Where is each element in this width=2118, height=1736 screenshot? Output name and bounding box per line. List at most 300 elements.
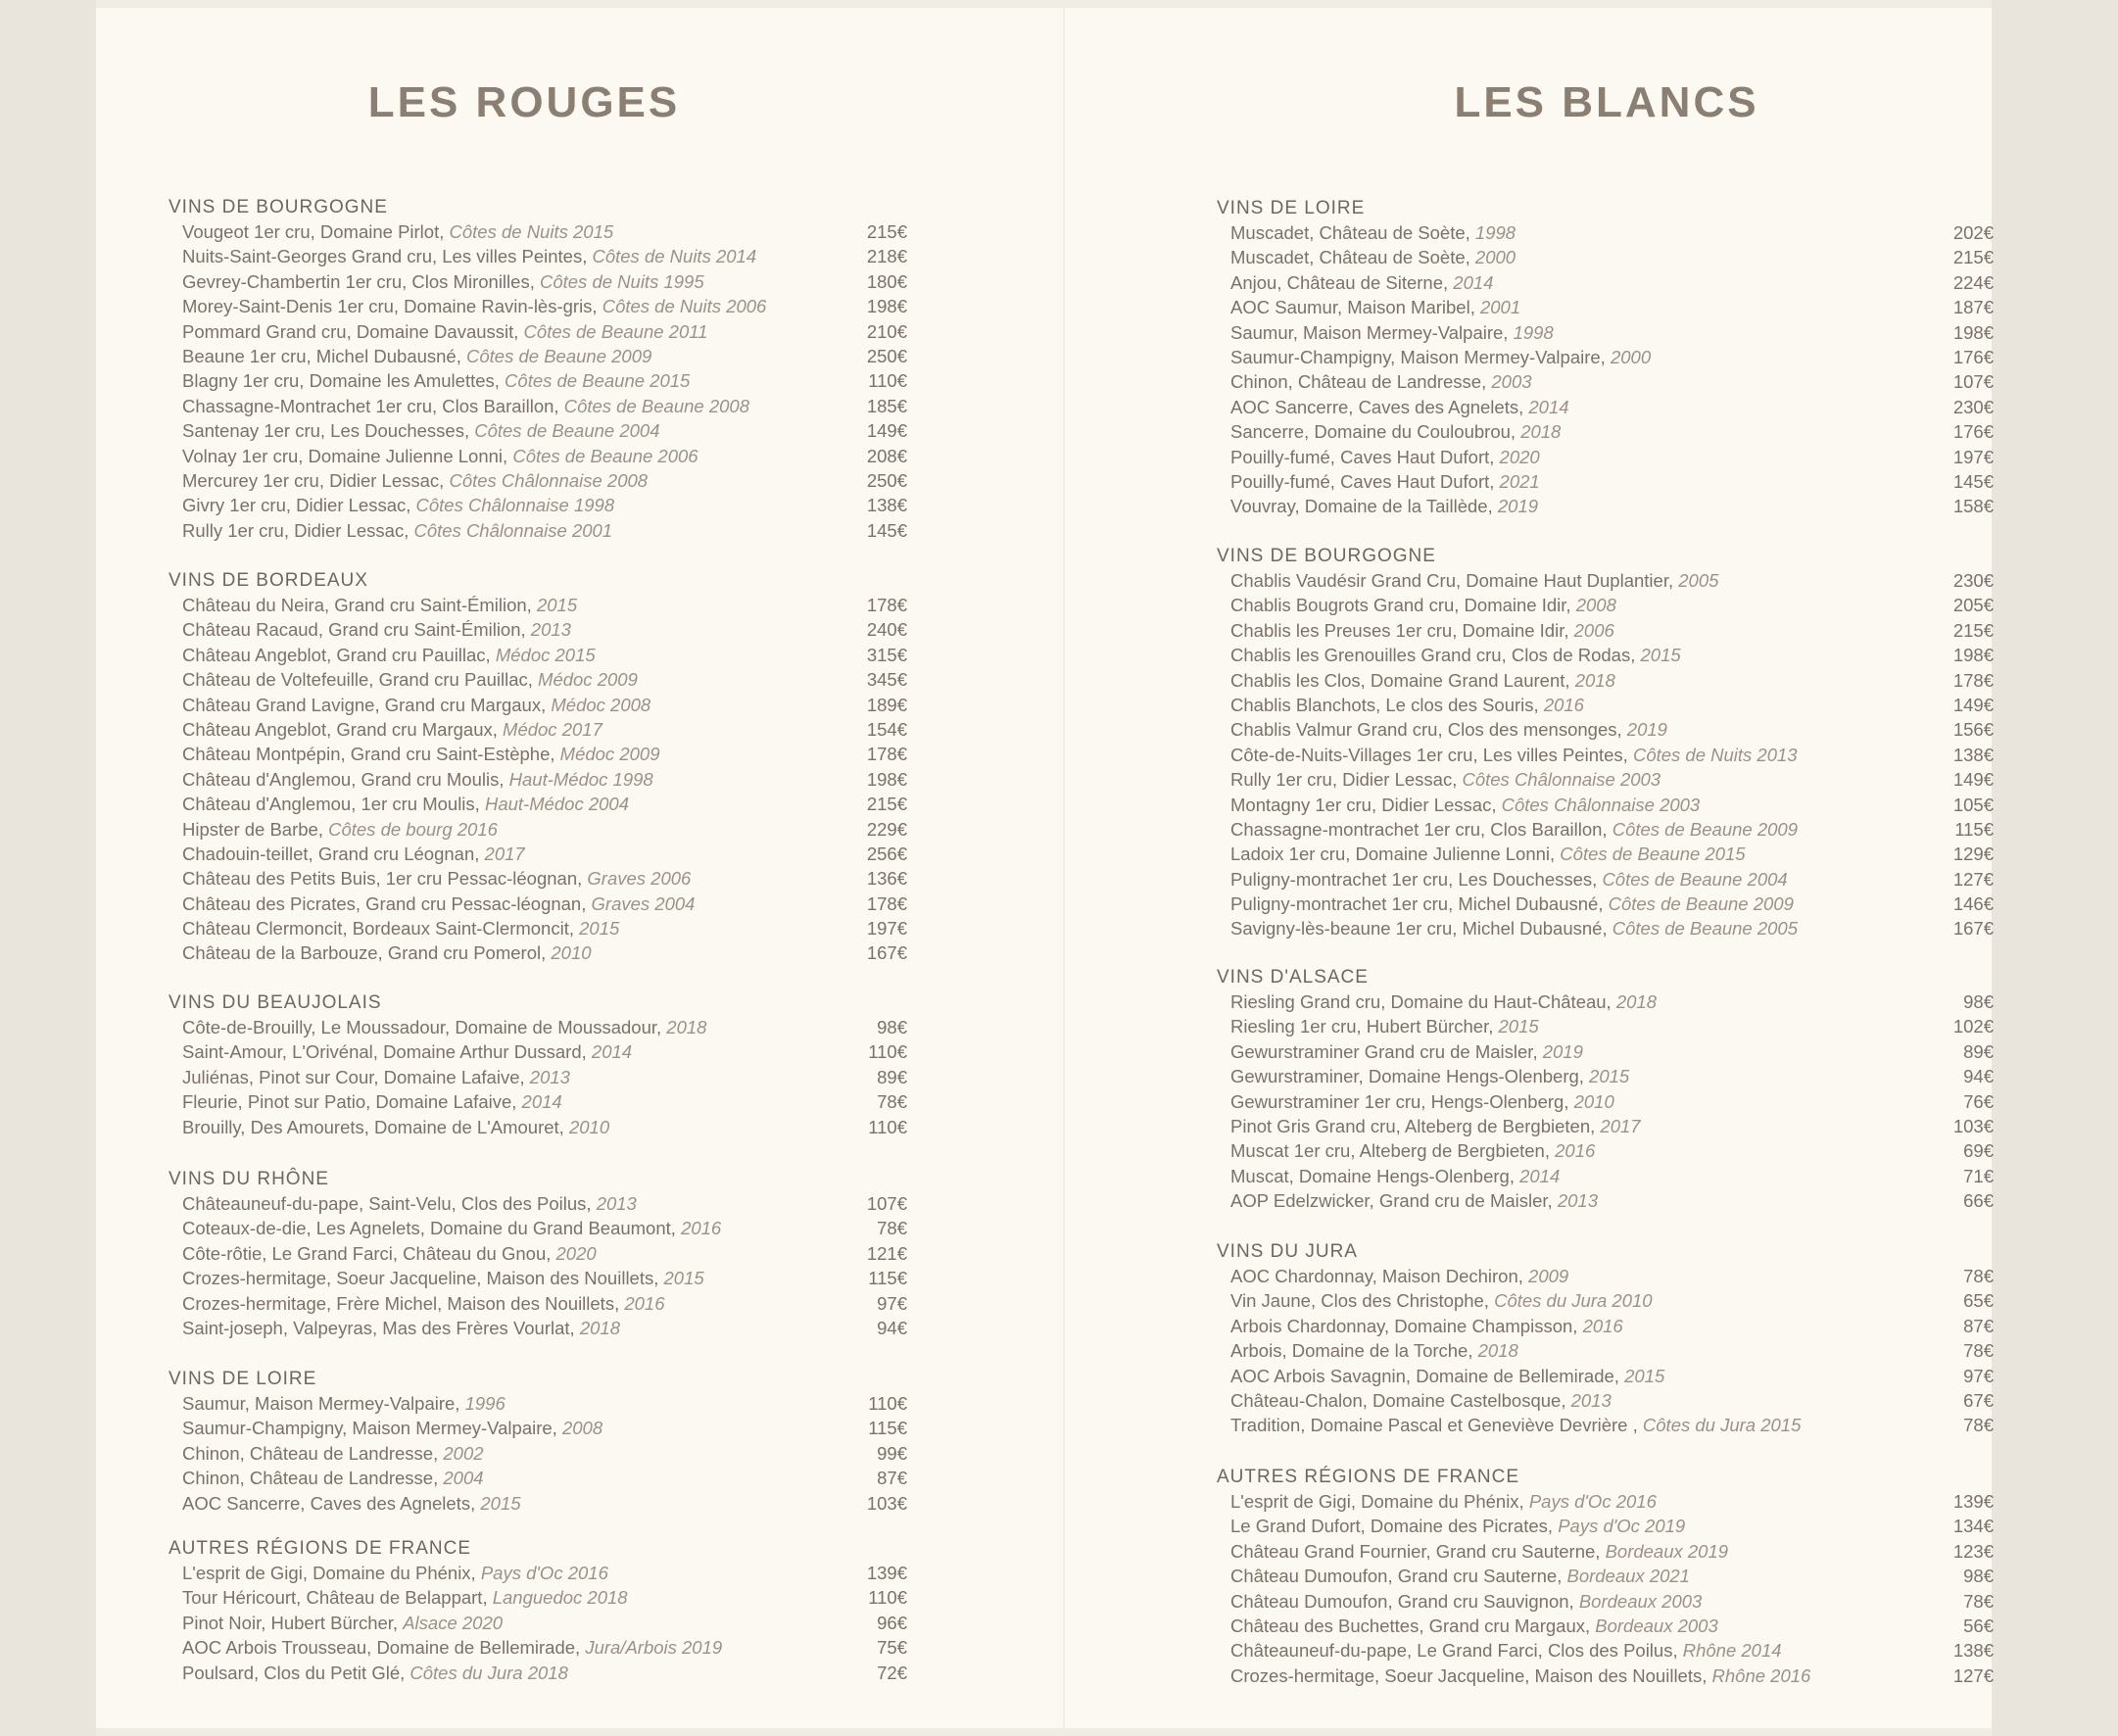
wine-region-vintage: Bordeaux 2003 bbox=[1595, 1615, 1718, 1636]
wine-price: 202€ bbox=[1952, 222, 1994, 243]
section-vins-du-rhone bbox=[167, 1167, 907, 1340]
wine-name: Anjou, Château de Siterne, bbox=[1230, 271, 1449, 293]
wine-name: Château de la Barbouze, Grand cru Pomerol, bbox=[182, 942, 547, 964]
wine-entry bbox=[167, 1065, 907, 1089]
wine-region-vintage: 2005 bbox=[1678, 570, 1719, 591]
wine-entry bbox=[1215, 1413, 1994, 1437]
wine-name: Chablis les Preuses 1er cru, Domaine Idir, bbox=[1230, 619, 1569, 641]
wine-entry bbox=[167, 344, 907, 368]
wine-price: 189€ bbox=[866, 694, 907, 715]
wine-name: Gewurstraminer Grand cru de Maisler, bbox=[1230, 1040, 1538, 1062]
wine-name: Pinot Gris Grand cru, Alteberg de Bergbieten, bbox=[1230, 1115, 1596, 1136]
wine-name: Château Dumoufon, Grand cru Sauvignon, bbox=[1230, 1590, 1574, 1612]
wine-entry bbox=[1215, 668, 1994, 693]
wine-price: 138€ bbox=[1952, 744, 1994, 765]
wine-entry bbox=[167, 1416, 907, 1440]
wine-price: 107€ bbox=[1952, 371, 1994, 393]
wine-entry bbox=[1215, 767, 1994, 792]
wine-region-vintage: 2000 bbox=[1474, 247, 1516, 268]
wine-price: 98€ bbox=[1963, 991, 1994, 1012]
wine-name: Coteaux-de-die, Les Agnelets, Domaine du Grand Beaumont, bbox=[182, 1218, 676, 1239]
wine-price: 65€ bbox=[1963, 1290, 1994, 1312]
section-vins-d-alsace bbox=[1215, 965, 1994, 1214]
section-title: VINS DE BOURGOGNE bbox=[168, 197, 388, 217]
wine-price: 187€ bbox=[1952, 297, 1994, 318]
wine-name: Blagny 1er cru, Domaine les Amulettes, bbox=[182, 370, 500, 392]
wine-region-vintage: Côtes de Beaune 2011 bbox=[523, 320, 708, 342]
wine-price: 75€ bbox=[877, 1637, 907, 1659]
wine-entry bbox=[167, 444, 907, 468]
wine-entry bbox=[1215, 1489, 1994, 1514]
wine-region-vintage: 2001 bbox=[1479, 297, 1521, 318]
wine-region-vintage: Côtes Châlonnaise 2003 bbox=[1501, 794, 1701, 815]
wine-name: Rully 1er cru, Didier Lessac, bbox=[1230, 769, 1458, 791]
wine-region-vintage: Côtes du Jura 2018 bbox=[409, 1662, 568, 1683]
wine-name: Ladoix 1er cru, Domaine Julienne Lonni, bbox=[1230, 844, 1556, 865]
wine-region-vintage: 2010 bbox=[551, 942, 592, 964]
wine-region-vintage: 2018 bbox=[1574, 669, 1615, 691]
wine-entry bbox=[167, 1115, 907, 1139]
wine-entry bbox=[1215, 445, 1994, 469]
wine-region-vintage: 2006 bbox=[1573, 619, 1614, 641]
wine-name: Pouilly-fumé, Caves Haut Dufort, bbox=[1230, 470, 1495, 492]
wine-region-vintage: 2013 bbox=[1570, 1389, 1612, 1411]
wine-name: AOC Saumur, Maison Maribel, bbox=[1230, 297, 1475, 318]
wine-price: 66€ bbox=[1963, 1190, 1994, 1212]
wine-price: 78€ bbox=[877, 1218, 907, 1239]
wine-region-vintage: 2021 bbox=[1499, 470, 1540, 492]
wine-entry bbox=[167, 1089, 907, 1114]
wine-name: Saint-joseph, Valpeyras, Mas des Frères Vourlat, bbox=[182, 1317, 575, 1338]
wine-region-vintage: Bordeaux 2003 bbox=[1578, 1590, 1703, 1612]
wine-price: 167€ bbox=[1952, 918, 1994, 940]
wine-name: Château-Chalon, Domaine Castelbosque, bbox=[1230, 1389, 1566, 1411]
wine-region-vintage: Haut-Médoc 1998 bbox=[508, 768, 653, 790]
wine-entry bbox=[1215, 568, 1994, 593]
wine-name: Château Angeblot, Grand cru Pauillac, bbox=[182, 644, 491, 665]
wine-region-vintage: Côtes de Beaune 2008 bbox=[563, 395, 749, 416]
wine-region-vintage: 2016 bbox=[1582, 1315, 1623, 1336]
wine-name: AOC Sancerre, Caves des Agnelets, bbox=[1230, 396, 1524, 417]
wine-entry bbox=[1215, 1014, 1994, 1038]
wine-price: 215€ bbox=[1952, 619, 1994, 641]
wine-price: 158€ bbox=[1952, 496, 1994, 517]
wine-name: Riesling 1er cru, Hubert Bürcher, bbox=[1230, 1016, 1494, 1037]
wine-name: Brouilly, Des Amourets, Domaine de L'Amouret, bbox=[182, 1116, 564, 1137]
wine-name: Muscadet, Château de Soète, bbox=[1230, 247, 1470, 268]
wine-entry bbox=[1215, 1514, 1994, 1538]
wine-entry bbox=[167, 244, 907, 268]
wine-entry bbox=[167, 269, 907, 294]
wine-entry bbox=[167, 1466, 907, 1490]
wine-price: 178€ bbox=[866, 595, 907, 615]
wine-price: 250€ bbox=[866, 469, 907, 491]
wine-entry bbox=[167, 792, 907, 816]
section-vins-de-bourgogne bbox=[1215, 544, 1994, 941]
wine-price: 97€ bbox=[877, 1292, 907, 1314]
wine-price: 210€ bbox=[866, 320, 907, 342]
wine-entry bbox=[1215, 1338, 1994, 1363]
wine-price: 69€ bbox=[1963, 1140, 1994, 1162]
wine-region-vintage: Côtes de Beaune 2005 bbox=[1612, 918, 1799, 940]
wine-name: Tradition, Domaine Pascal et Geneviève Devrière , bbox=[1230, 1415, 1638, 1436]
wine-entry bbox=[167, 319, 907, 344]
wine-region-vintage: 2020 bbox=[555, 1242, 597, 1264]
wine-price: 105€ bbox=[1952, 794, 1994, 815]
wine-price: 123€ bbox=[1952, 1540, 1994, 1562]
wine-entry bbox=[167, 940, 907, 965]
wine-entry bbox=[167, 493, 907, 517]
wine-entry bbox=[1215, 1614, 1994, 1638]
wine-name: Rully 1er cru, Didier Lessac, bbox=[182, 519, 409, 541]
wine-price: 145€ bbox=[866, 519, 907, 541]
wine-name: Pouilly-fumé, Caves Haut Dufort, bbox=[1230, 446, 1495, 467]
wine-region-vintage: Médoc 2015 bbox=[495, 644, 596, 665]
wine-region-vintage: 2015 bbox=[536, 595, 578, 615]
wine-name: AOC Arbois Savagnin, Domaine de Bellemirade, bbox=[1230, 1365, 1619, 1386]
wine-name: Vouvray, Domaine de la Taillède, bbox=[1230, 496, 1493, 517]
wine-region-vintage: 2014 bbox=[1453, 271, 1494, 293]
wine-region-vintage: 2008 bbox=[1575, 595, 1616, 616]
wine-region-vintage: Médoc 2017 bbox=[503, 718, 602, 740]
wine-region-vintage: 1998 bbox=[1513, 321, 1554, 343]
wine-price: 98€ bbox=[1963, 1566, 1994, 1587]
wine-region-vintage: 2000 bbox=[1610, 346, 1652, 367]
wine-name: Château du Neira, Grand cru Saint-Émilion, bbox=[182, 595, 532, 615]
wine-price: 138€ bbox=[866, 495, 907, 516]
wine-entry bbox=[1215, 1288, 1994, 1313]
wine-price: 218€ bbox=[866, 246, 907, 267]
wine-price: 208€ bbox=[866, 445, 907, 466]
wine-region-vintage: 2015 bbox=[1589, 1066, 1630, 1087]
wine-price: 78€ bbox=[1963, 1266, 1994, 1286]
wine-entry bbox=[1215, 743, 1994, 767]
wine-region-vintage: Haut-Médoc 2004 bbox=[484, 794, 630, 815]
section-title: VINS DE BORDEAUX bbox=[168, 570, 368, 591]
wine-price: 96€ bbox=[877, 1612, 907, 1633]
wine-price: 256€ bbox=[866, 843, 907, 864]
wine-name: Hipster de Barbe, bbox=[182, 818, 323, 840]
wine-name: Puligny-montrachet 1er cru, Michel Dubausné, bbox=[1230, 893, 1604, 915]
wine-entry bbox=[167, 1291, 907, 1316]
wine-name: Château Angeblot, Grand cru Margaux, bbox=[182, 718, 498, 740]
wine-price: 78€ bbox=[877, 1091, 907, 1113]
wine-name: Chadouin-teillet, Grand cru Léognan, bbox=[182, 843, 480, 864]
wine-entry bbox=[167, 1635, 907, 1660]
wine-entry bbox=[167, 1661, 907, 1685]
wine-region-vintage: 2015 bbox=[663, 1268, 704, 1289]
wine-region-vintage: 2017 bbox=[1600, 1115, 1641, 1136]
wine-region-vintage: 2018 bbox=[579, 1317, 620, 1338]
wine-name: Mercurey 1er cru, Didier Lessac, bbox=[182, 469, 445, 491]
wine-entry bbox=[1215, 842, 1994, 866]
wine-entry bbox=[1215, 1064, 1994, 1088]
section-vins-du-beaujolais bbox=[167, 990, 907, 1139]
wine-name: Volnay 1er cru, Domaine Julienne Lonni, bbox=[182, 445, 508, 466]
wine-name: Pommard Grand cru, Domaine Davaussit, bbox=[182, 320, 519, 342]
section-title: AUTRES RÉGIONS DE FRANCE bbox=[1217, 1467, 1520, 1487]
wine-region-vintage: 2018 bbox=[666, 1017, 707, 1037]
wine-entry bbox=[167, 1241, 907, 1266]
wine-entry bbox=[1215, 1264, 1994, 1288]
wine-region-vintage: 2015 bbox=[1624, 1365, 1665, 1386]
wine-price: 185€ bbox=[866, 395, 907, 416]
wine-region-vintage: Côtes de Beaune 2015 bbox=[1560, 844, 1746, 865]
wine-name: Tour Héricourt, Château de Belappart, bbox=[182, 1587, 488, 1609]
wine-region-vintage: Côtes Châlonnaise 2008 bbox=[449, 469, 649, 491]
wine-entry bbox=[167, 468, 907, 493]
wine-price: 110€ bbox=[868, 370, 907, 392]
wine-price: 121€ bbox=[866, 1242, 907, 1264]
wine-entry bbox=[1215, 1564, 1994, 1588]
wine-name: Montagny 1er cru, Didier Lessac, bbox=[1230, 794, 1497, 815]
wine-name: Chablis Bougrots Grand cru, Domaine Idir, bbox=[1230, 595, 1571, 616]
wine-price: 146€ bbox=[1952, 893, 1994, 915]
wine-region-vintage: 2013 bbox=[529, 1066, 570, 1087]
wine-region-vintage: Graves 2006 bbox=[587, 868, 692, 890]
wine-name: Château des Picrates, Grand cru Pessac-léognan, bbox=[182, 892, 587, 914]
wine-entry bbox=[1215, 1114, 1994, 1138]
wine-price: 197€ bbox=[866, 918, 907, 940]
wine-region-vintage: 2014 bbox=[1528, 396, 1569, 417]
wine-price: 103€ bbox=[866, 1492, 907, 1514]
wine-region-vintage: Côtes du Jura 2015 bbox=[1642, 1415, 1802, 1436]
wine-price: 134€ bbox=[1952, 1516, 1994, 1537]
wine-region-vintage: Côtes de Beaune 2004 bbox=[474, 420, 660, 442]
wine-entry bbox=[167, 617, 907, 642]
wine-region-vintage: Médoc 2008 bbox=[551, 694, 651, 715]
wine-name: Saumur, Maison Mermey-Valpaire, bbox=[182, 1393, 460, 1414]
wine-entry bbox=[1215, 395, 1994, 419]
wine-region-vintage: Rhône 2016 bbox=[1711, 1664, 1811, 1686]
wine-price: 178€ bbox=[866, 744, 907, 765]
wine-entry bbox=[167, 842, 907, 866]
wine-entry bbox=[167, 1441, 907, 1466]
wine-price: 129€ bbox=[1952, 844, 1994, 865]
wine-entry bbox=[167, 368, 907, 393]
wine-region-vintage: 2008 bbox=[561, 1418, 603, 1439]
wine-region-vintage: 2018 bbox=[1477, 1340, 1518, 1362]
wine-entry bbox=[167, 1266, 907, 1290]
wine-region-vintage: 2010 bbox=[1573, 1090, 1614, 1112]
wine-name: Château Dumoufon, Grand cru Sauterne, bbox=[1230, 1566, 1563, 1587]
wine-region-vintage: Rhône 2014 bbox=[1682, 1640, 1782, 1662]
wine-entry bbox=[1215, 817, 1994, 842]
wine-name: Château Racaud, Grand cru Saint-Émilion, bbox=[182, 619, 526, 641]
wine-name: Saumur-Champigny, Maison Mermey-Valpaire, bbox=[182, 1418, 557, 1439]
wine-region-vintage: Côtes de Nuits 2014 bbox=[592, 246, 757, 267]
wine-entry bbox=[167, 742, 907, 766]
wine-price: 127€ bbox=[1952, 868, 1994, 890]
wine-price: 229€ bbox=[866, 818, 907, 840]
wine-name: Gewurstraminer, Domaine Hengs-Olenberg, bbox=[1230, 1066, 1584, 1087]
wine-name: Chinon, Château de Landresse, bbox=[182, 1442, 439, 1464]
wine-entry bbox=[167, 593, 907, 617]
wine-name: Muscadet, Château de Soète, bbox=[1230, 222, 1470, 243]
wine-entry bbox=[1215, 1539, 1994, 1564]
wine-region-vintage: Médoc 2009 bbox=[559, 744, 660, 765]
wine-price: 197€ bbox=[1952, 446, 1994, 467]
wine-name: Château Montpépin, Grand cru Saint-Estèphe, bbox=[182, 744, 555, 765]
wine-region-vintage: 2015 bbox=[1498, 1016, 1539, 1037]
section-autres-regions-de-france bbox=[167, 1536, 907, 1685]
wine-name: Sancerre, Domaine du Couloubrou, bbox=[1230, 421, 1516, 443]
wine-name: Châteauneuf-du-pape, Le Grand Farci, Clos des Poilus, bbox=[1230, 1640, 1678, 1662]
wine-entry bbox=[1215, 892, 1994, 916]
wine-region-vintage: Côtes de Nuits 2013 bbox=[1632, 744, 1798, 765]
wine-name: Saint-Amour, L'Orivénal, Domaine Arthur Dussard, bbox=[182, 1041, 587, 1063]
wine-name: Muscat 1er cru, Alteberg de Bergbieten, bbox=[1230, 1140, 1550, 1162]
wine-name: Muscat, Domaine Hengs-Olenberg, bbox=[1230, 1165, 1515, 1186]
section-title: AUTRES RÉGIONS DE FRANCE bbox=[168, 1538, 472, 1559]
wine-region-vintage: 2015 bbox=[480, 1492, 521, 1514]
wine-region-vintage: Pays d'Oc 2016 bbox=[1528, 1491, 1657, 1512]
wine-entry bbox=[1215, 295, 1994, 319]
wine-price: 240€ bbox=[866, 619, 907, 641]
wine-name: Côte-rôtie, Le Grand Farci, Château du Gnou, bbox=[182, 1242, 552, 1264]
wine-entry bbox=[167, 892, 907, 916]
wine-price: 98€ bbox=[877, 1017, 907, 1037]
wine-entry bbox=[167, 1561, 907, 1585]
wine-region-vintage: 2002 bbox=[443, 1442, 484, 1464]
wine-price: 224€ bbox=[1952, 271, 1994, 293]
wine-price: 76€ bbox=[1963, 1090, 1994, 1112]
section-vins-de-bordeaux bbox=[167, 568, 907, 966]
wine-name: Puligny-montrachet 1er cru, Les Douchesses, bbox=[1230, 868, 1598, 890]
wine-name: Gewurstraminer 1er cru, Hengs-Olenberg, bbox=[1230, 1090, 1569, 1112]
wine-price: 154€ bbox=[866, 718, 907, 740]
wine-price: 67€ bbox=[1963, 1389, 1994, 1411]
section-title: VINS DE LOIRE bbox=[168, 1369, 317, 1389]
wine-name: Chassagne-montrachet 1er cru, Clos Baraillon, bbox=[1230, 818, 1608, 840]
wine-name: Morey-Saint-Denis 1er cru, Domaine Ravin-lès-gris, bbox=[182, 296, 598, 317]
wine-name: Poulsard, Clos du Petit Glé, bbox=[182, 1662, 406, 1683]
section-title: VINS DU JURA bbox=[1217, 1241, 1358, 1262]
wine-region-vintage: 1996 bbox=[464, 1393, 505, 1414]
wine-region-vintage: 2016 bbox=[1543, 694, 1584, 715]
wine-price: 215€ bbox=[866, 221, 907, 242]
wine-entry bbox=[167, 1585, 907, 1610]
page-fold bbox=[1063, 8, 1065, 1728]
wine-name: Arbois, Domaine de la Torche, bbox=[1230, 1340, 1473, 1362]
wine-region-vintage: 1998 bbox=[1474, 222, 1516, 243]
wine-name: Beaune 1er cru, Michel Dubausné, bbox=[182, 345, 461, 366]
section-vins-de-loire bbox=[167, 1367, 907, 1516]
wine-price: 94€ bbox=[1963, 1066, 1994, 1087]
wine-price: 110€ bbox=[868, 1587, 907, 1609]
wine-entry bbox=[167, 1316, 907, 1340]
wine-price: 138€ bbox=[1952, 1640, 1994, 1662]
wine-region-vintage: Pays d'Oc 2016 bbox=[480, 1563, 608, 1583]
wine-entry bbox=[1215, 643, 1994, 667]
wine-entry bbox=[167, 916, 907, 940]
wine-entry bbox=[167, 667, 907, 692]
wine-entry bbox=[1215, 369, 1994, 394]
wine-name: Nuits-Saint-Georges Grand cru, Les villes Peintes, bbox=[182, 246, 588, 267]
wine-entry bbox=[1215, 989, 1994, 1014]
wine-name: Fleurie, Pinot sur Patio, Domaine Lafaive, bbox=[182, 1091, 517, 1113]
wine-region-vintage: 2019 bbox=[1497, 496, 1539, 517]
wine-entry bbox=[1215, 793, 1994, 817]
wine-entry bbox=[1215, 1364, 1994, 1388]
wine-region-vintage: Côtes de Beaune 2009 bbox=[466, 345, 652, 366]
page-margin-right bbox=[1992, 0, 2118, 1736]
wine-region-vintage: Bordeaux 2019 bbox=[1605, 1540, 1729, 1562]
wine-entry bbox=[1215, 1188, 1994, 1213]
wine-name: Château d'Anglemou, 1er cru Moulis, bbox=[182, 794, 480, 815]
wine-entry bbox=[1215, 245, 1994, 269]
wine-region-vintage: Pays d'Oc 2019 bbox=[1558, 1516, 1686, 1537]
wine-name: Chassagne-Montrachet 1er cru, Clos Baraillon, bbox=[182, 395, 559, 416]
section-vins-de-bourgogne bbox=[167, 195, 907, 543]
wine-entry bbox=[1215, 1638, 1994, 1663]
wine-price: 149€ bbox=[1952, 694, 1994, 715]
wine-name: Château d'Anglemou, Grand cru Moulis, bbox=[182, 768, 505, 790]
wine-name: Château des Petits Buis, 1er cru Pessac-léognan, bbox=[182, 868, 583, 890]
wine-price: 78€ bbox=[1963, 1590, 1994, 1612]
wine-region-vintage: 2016 bbox=[624, 1292, 665, 1314]
wine-region-vintage: 2015 bbox=[579, 918, 620, 940]
wine-price: 139€ bbox=[866, 1563, 907, 1583]
wine-price: 176€ bbox=[1952, 421, 1994, 443]
wine-region-vintage: Côtes de Nuits 1995 bbox=[539, 270, 704, 292]
wine-name: Châteauneuf-du-pape, Saint-Velu, Clos des Poilus, bbox=[182, 1193, 592, 1214]
wine-region-vintage: 2013 bbox=[596, 1193, 637, 1214]
wine-price: 115€ bbox=[868, 1418, 907, 1439]
wine-name: AOC Chardonnay, Maison Dechiron, bbox=[1230, 1266, 1523, 1286]
section-title: VINS DE LOIRE bbox=[1217, 198, 1366, 218]
wine-price: 115€ bbox=[868, 1268, 907, 1289]
wine-region-vintage: Côtes de Beaune 2009 bbox=[1612, 818, 1798, 840]
wine-region-vintage: 2014 bbox=[521, 1091, 562, 1113]
wine-region-vintage: Côtes Châlonnaise 2003 bbox=[1462, 769, 1661, 791]
wine-price: 56€ bbox=[1963, 1615, 1994, 1636]
wine-name: AOP Edelzwicker, Grand cru de Maisler, bbox=[1230, 1190, 1553, 1212]
wine-name: Crozes-hermitage, Soeur Jacqueline, Maison des Nouillets, bbox=[1230, 1664, 1708, 1686]
wine-entry bbox=[167, 1015, 907, 1039]
wine-region-vintage: Côtes Châlonnaise 2001 bbox=[413, 519, 613, 541]
wine-entry bbox=[1215, 867, 1994, 892]
wine-region-vintage: Côtes de Nuits 2006 bbox=[602, 296, 767, 317]
wine-price: 198€ bbox=[866, 296, 907, 317]
wine-price: 250€ bbox=[866, 345, 907, 366]
wine-price: 198€ bbox=[1952, 645, 1994, 666]
wine-region-vintage: 2018 bbox=[1520, 421, 1562, 443]
wine-price: 176€ bbox=[1952, 346, 1994, 367]
wine-price: 198€ bbox=[1952, 321, 1994, 343]
wine-region-vintage: Graves 2004 bbox=[591, 892, 696, 914]
wine-entry bbox=[1215, 419, 1994, 444]
wine-price: 78€ bbox=[1963, 1415, 1994, 1436]
wine-entry bbox=[1215, 270, 1994, 295]
wine-name: Le Grand Dufort, Domaine des Picrates, bbox=[1230, 1516, 1554, 1537]
section-title: VINS DU RHÔNE bbox=[168, 1169, 329, 1189]
wine-name: Château des Buchettes, Grand cru Margaux, bbox=[1230, 1615, 1591, 1636]
wine-entry bbox=[167, 693, 907, 717]
wine-price: 97€ bbox=[1963, 1365, 1994, 1386]
section-vins-de-loire bbox=[1215, 196, 1994, 519]
wine-price: 345€ bbox=[866, 669, 907, 691]
wine-entry bbox=[167, 294, 907, 318]
wine-region-vintage: Côtes de bourg 2016 bbox=[328, 818, 498, 840]
wine-entry bbox=[167, 767, 907, 792]
wine-name: Givry 1er cru, Didier Lessac, bbox=[182, 495, 411, 516]
wine-name: Crozes-hermitage, Frère Michel, Maison des Nouillets, bbox=[182, 1292, 620, 1314]
wine-price: 215€ bbox=[866, 794, 907, 815]
wine-name: Riesling Grand cru, Domaine du Haut-Château, bbox=[1230, 991, 1612, 1012]
wine-entry bbox=[167, 1491, 907, 1516]
wine-region-vintage: 2004 bbox=[443, 1468, 484, 1489]
